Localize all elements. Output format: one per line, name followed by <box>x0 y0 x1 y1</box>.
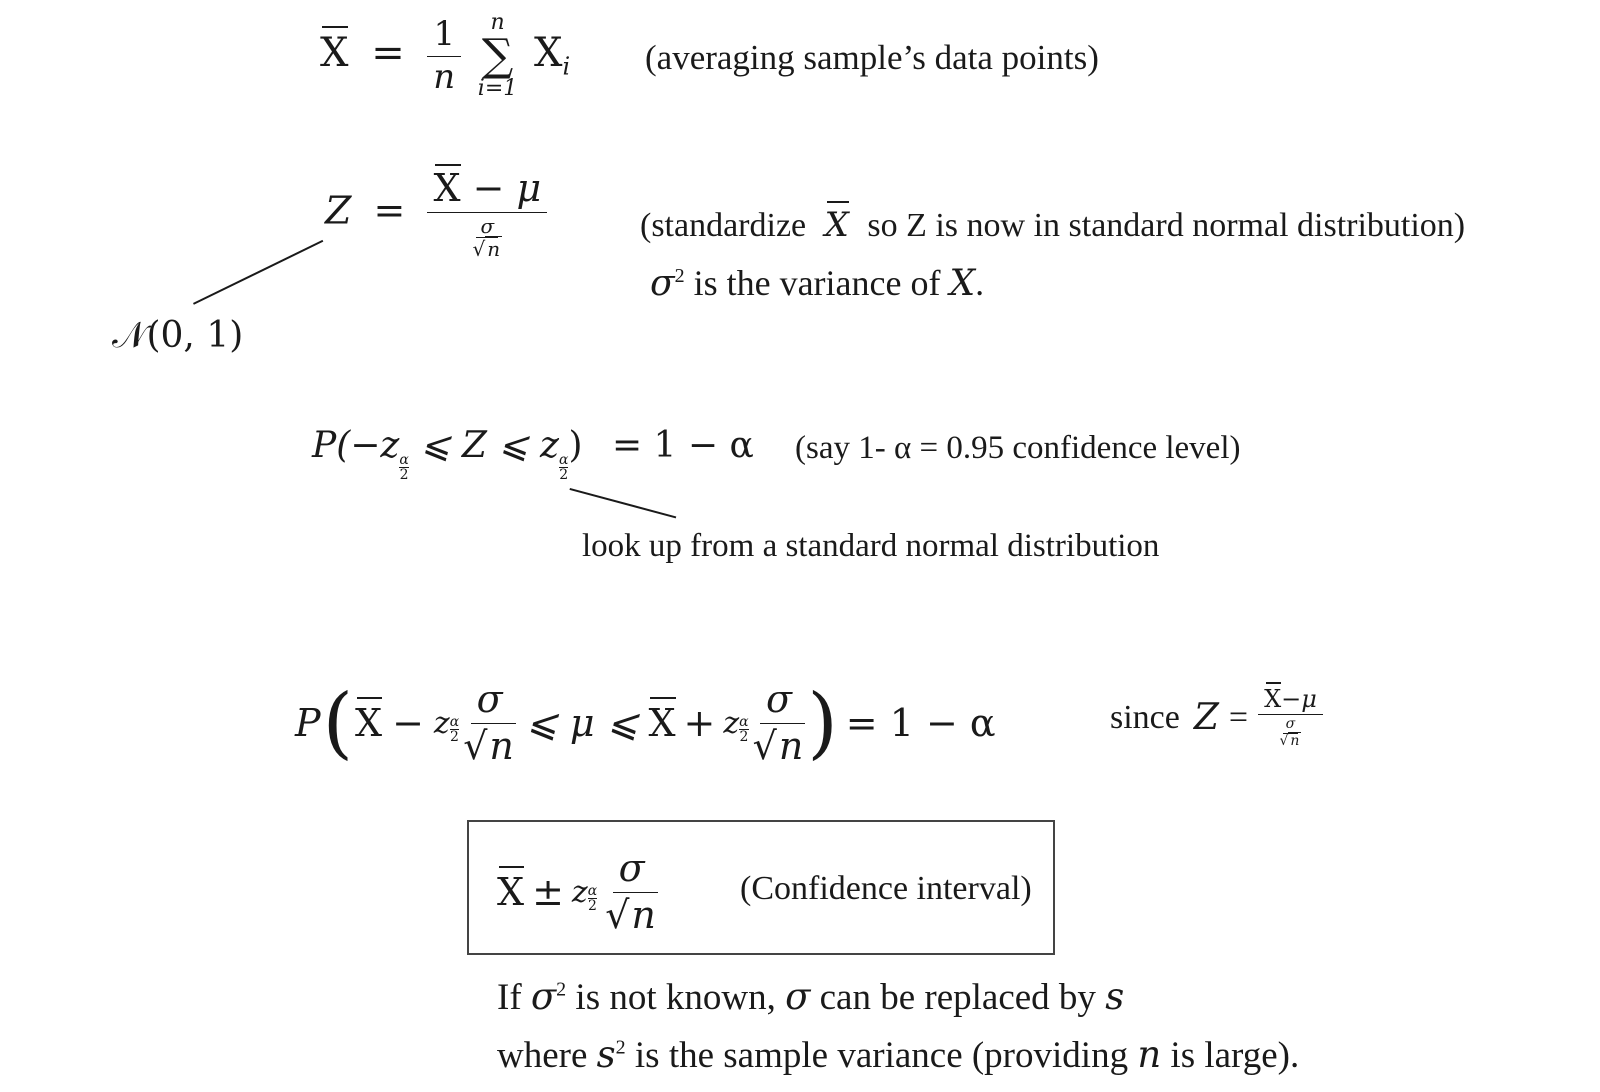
x-bar: X <box>824 205 849 245</box>
x-bar: X <box>648 701 676 745</box>
x-term: X <box>533 30 563 76</box>
sample-mean-equation <box>320 12 570 100</box>
z-symbol: Z <box>325 188 352 233</box>
x-bar: X <box>355 701 383 745</box>
confidence-interval-formula: X ± z α 2 $\frac{\sigma}{√n}$ <box>497 846 656 937</box>
confidence-level-note: (say 1- α = 0.95 confidence level) <box>795 430 1241 466</box>
lookup-pointer-line <box>569 488 676 518</box>
variance-note: $\sigma^2$ is the variance of X. <box>650 263 985 304</box>
x-bar: X <box>320 30 349 76</box>
probability-equation: P(−z $\frac{\alpha}{2}$ ⩽ Z ⩽ z $\frac{\alpha}{2}$ ) = 1 − α <box>312 425 754 483</box>
footnote-line-1: If $\sigma^2$ is not known, σ can be replaced by s <box>497 975 1125 1018</box>
standardize-note: (standardize X so Z is now in standard normal distribution) <box>640 205 1466 245</box>
z-fraction: X − μ σ √ n <box>427 168 547 260</box>
normal-pointer-line <box>193 240 323 305</box>
lookup-note: look up from a standard normal distribution <box>582 528 1160 564</box>
one-over-n: $\frac{1}{n}$ <box>427 16 461 96</box>
equals-sign: = <box>371 30 405 76</box>
x-term-subscript: i <box>562 52 571 81</box>
confidence-interval-label: (Confidence interval) <box>740 870 1032 907</box>
x-bar: X <box>433 166 461 210</box>
probability-rhs: = 1 − α <box>611 425 754 466</box>
summation: n ∑ i=1 <box>477 10 518 101</box>
mean-note: (averaging sample’s data points) <box>645 38 1099 77</box>
since-z-definition: since Z = X−μ σ √ n <box>1110 686 1323 749</box>
footnote-line-2: where $s^2$ is the sample variance (providing n is large). <box>497 1033 1300 1076</box>
equals-sign: = <box>373 188 406 233</box>
z-score-equation <box>325 168 547 260</box>
interval-probability-equation: P ( X − z α 2 $\frac{\sigma}{√n}$ ⩽ μ ⩽ X + z α 2 $\frac{\sigma}{√n}$ ) = 1 − α <box>295 676 996 768</box>
normal-distribution-label: 𝒩(0, 1) <box>112 315 244 356</box>
x-bar: X <box>497 870 525 915</box>
